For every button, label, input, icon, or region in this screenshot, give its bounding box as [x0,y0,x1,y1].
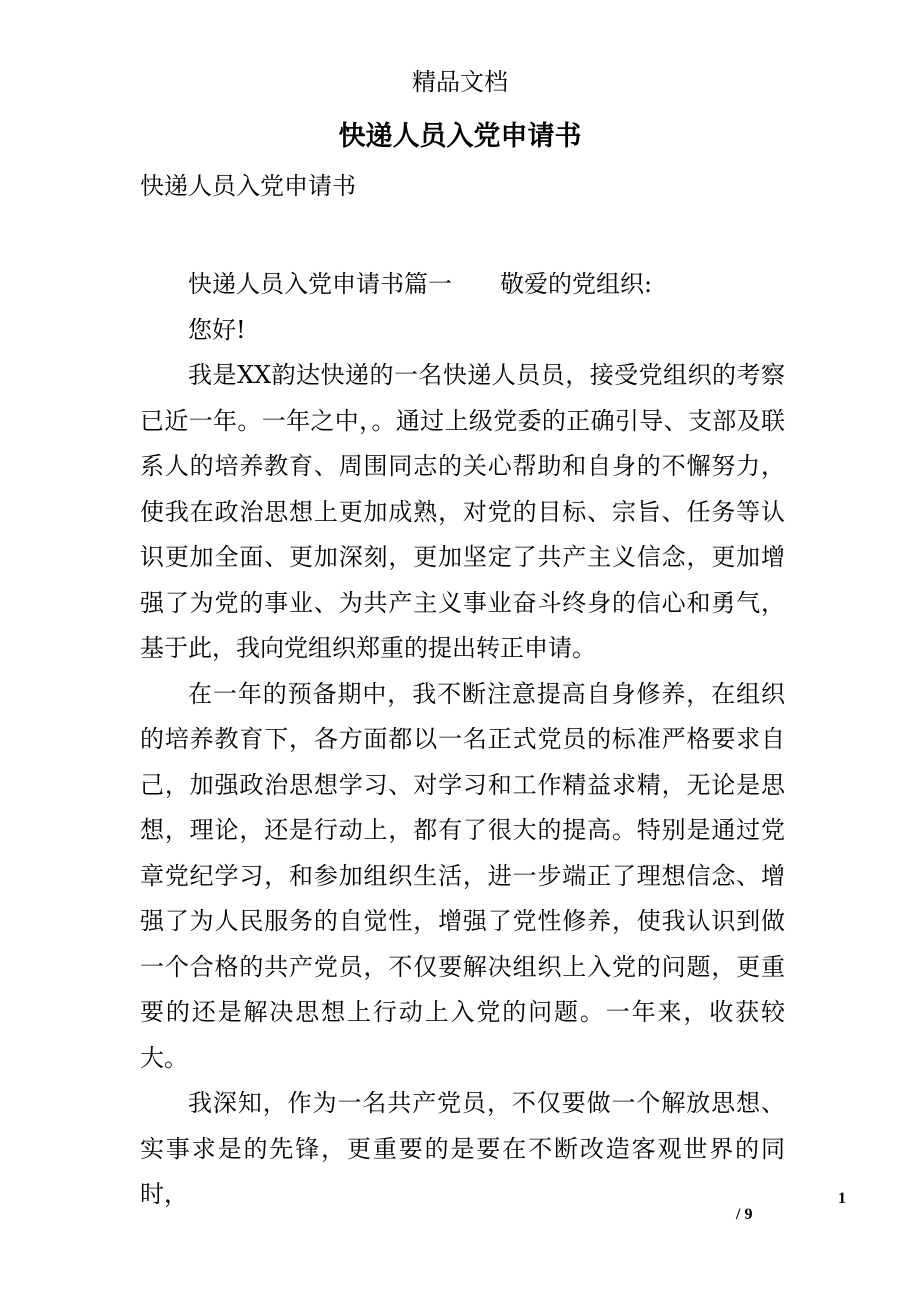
opening-line [140,262,785,308]
page-total: / 9 [736,1206,753,1223]
document-subtitle: 快递人员入党申请书 [140,172,356,200]
document-title: 快递人员入党申请书 [338,121,582,152]
page-header-label: 精品文档 [412,68,508,96]
salutation: 敬爱的党组织: [500,270,653,298]
greeting: 您好! [188,315,246,344]
opening-part: 快递人员入党申请书篇一 [188,270,452,298]
body-paragraph: 我深知，作为一名共产党员，不仅要做一个解放思想、实事求是的先锋，更重要的是要在不断改造客观世界的同时， [140,1089,785,1208]
body-paragraph: 我是XX韵达快递的一名快递人员员，接受党组织的考察已近一年。一年之中，。通过上级党委的正确引导、支部及联系人的培养教育、周围同志的关心帮助和自身的不懈努力，使我在政治思想上更加成熟，对党的目标、宗旨、任务等认识更加全面、更加深刻，更加坚定了共产主义信念，更加增强了为党的事业、为共产主义事业奋斗终身的信心和勇气，基于此，我向党组织郑重的提出转正申请。 [140,361,785,662]
page-number: 1 [838,1190,846,1207]
document-body [140,262,785,1218]
body-paragraph: 在一年的预备期中，我不断注意提高自身修养，在组织的培养教育下，各方面都以一名正式党员的标准严格要求自己，加强政治思想学习、对学习和工作精益求精，无论是思想，理论，还是行动上，都有了很大的提高。特别是通过党章党纪学习，和参加组织生活，进一步端正了理想信念、增强了为人民服务的自觉性，增强了党性修养，使我认识到做一个合格的共产党员，不仅要解决组织上入党的问题，更重要的还是解决思想上行动上入党的问题。一年来，收获较大。 [140,679,785,1072]
